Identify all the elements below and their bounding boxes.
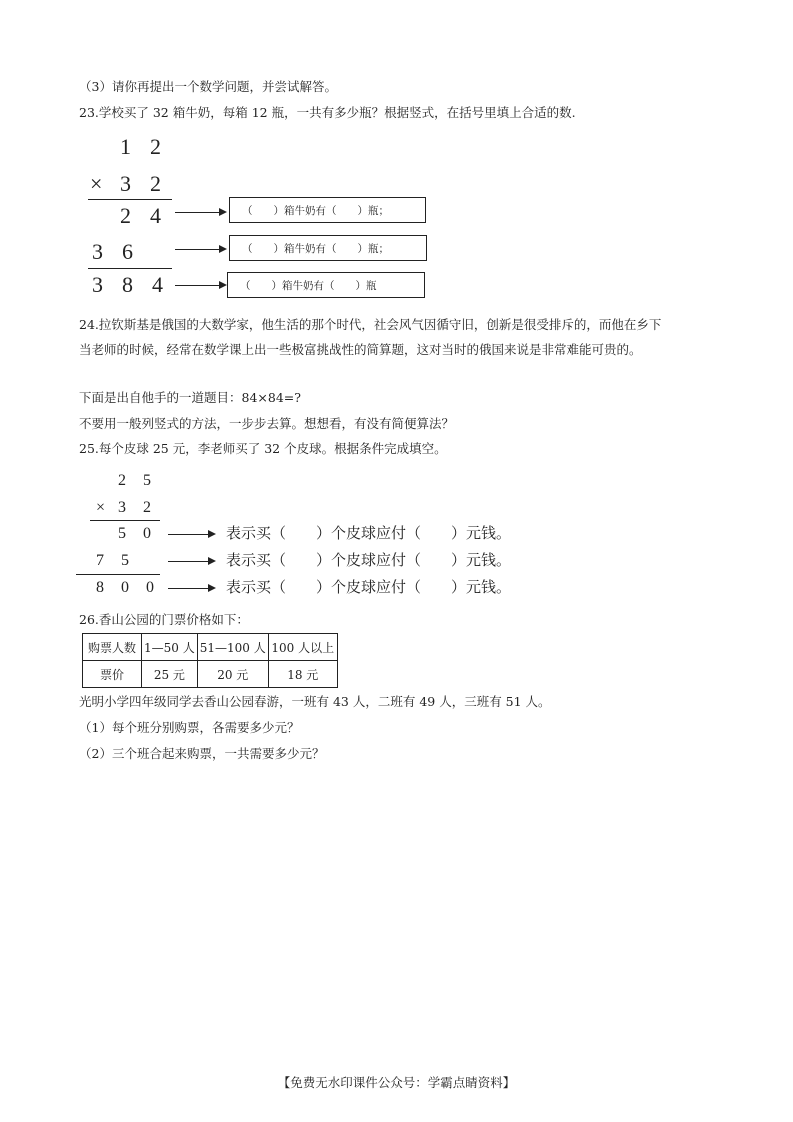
table-header-cell: 100 人以上 <box>268 634 337 661</box>
q25-rule-1 <box>90 520 160 521</box>
q25-rule-2 <box>76 574 160 575</box>
q23-rule-1 <box>88 199 172 200</box>
q23-text: 23.学校买了 32 箱牛奶，每箱 12 瓶，一共有多少瓶？根据竖式，在括号里填上合适的数. <box>79 105 576 120</box>
q23-partial1-tens: 2 <box>120 203 131 228</box>
q25-fill-1[interactable]: 表示买（ ）个皮球应付（ ）元钱。 <box>226 524 512 542</box>
table-cell: 18 元 <box>268 661 337 688</box>
q23-row2-tens: 3 <box>120 171 131 196</box>
q22-part3-text: （3）请你再提出一个数学问题，并尝试解答。 <box>79 79 337 94</box>
q23-rule-2 <box>88 268 172 269</box>
q25-partial1-tens: 5 <box>118 525 126 542</box>
q23-partial1-ones: 4 <box>150 203 161 228</box>
q23-answer-box-3[interactable]: （ ）箱牛奶有（ ）瓶 <box>227 272 425 298</box>
q26-part1: （1）每个班分别购票，各需要多少元？ <box>79 720 300 735</box>
q25-result-tens: 0 <box>121 579 129 596</box>
q25-result-ones: 0 <box>146 579 154 596</box>
q25-fill-2[interactable]: 表示买（ ）个皮球应付（ ）元钱。 <box>226 551 512 569</box>
q23-result-tens: 8 <box>122 272 133 297</box>
q25-arrow-1 <box>168 534 214 535</box>
table-header-cell: 51—100 人 <box>197 634 268 661</box>
q24-line-3: 下面是出自他手的一道题目：84×84=? <box>79 390 301 405</box>
q24-line-4: 不要用一般列竖式的方法，一步步去算。想想看，有没有简便算法？ <box>79 416 455 431</box>
q25-row2-tens: 3 <box>118 499 126 516</box>
page-footer: 【免费无水印课件公众号：学霸点睛资料】 <box>277 1075 516 1090</box>
table-row <box>83 661 338 688</box>
table-cell: 票价 <box>83 661 142 688</box>
q23-multiply-sign: × <box>90 171 103 196</box>
q25-row1-tens: 2 <box>118 472 126 489</box>
q26-part2: （2）三个班合起来购票，一共需要多少元？ <box>79 746 325 761</box>
q24-line-1: 24.拉钦斯基是俄国的大数学家，他生活的那个时代，社会风气因循守旧，创新是很受排斥的，而他在乡下 <box>79 317 662 332</box>
q23-arrow-3 <box>175 285 225 286</box>
ticket-price-table <box>82 633 338 688</box>
table-header-cell: 购票人数 <box>83 634 142 661</box>
q23-answer-box-2[interactable]: （ ）箱牛奶有（ ）瓶； <box>229 235 427 261</box>
q26-line-1: 光明小学四年级同学去香山公园春游，一班有 43 人，二班有 49 人，三班有 51 人。 <box>79 694 551 709</box>
q25-row2-ones: 2 <box>143 499 151 516</box>
q25-text: 25.每个皮球 25 元，李老师买了 32 个皮球。根据条件完成填空。 <box>79 441 447 456</box>
q23-arrow-1 <box>175 212 225 213</box>
q23-result-ones: 4 <box>152 272 163 297</box>
q25-arrow-2 <box>168 561 214 562</box>
q23-arrow-2 <box>175 249 225 250</box>
q24-line-2: 当老师的时候，经常在数学课上出一些极富挑战性的简算题，这对当时的俄国来说是非常难能可贵的。 <box>79 342 642 357</box>
table-cell: 25 元 <box>142 661 198 688</box>
q25-multiply-sign: × <box>96 499 106 516</box>
q26-text: 26.香山公园的门票价格如下： <box>79 612 249 627</box>
q23-partial2-tens: 6 <box>122 239 133 264</box>
q25-fill-3[interactable]: 表示买（ ）个皮球应付（ ）元钱。 <box>226 578 512 596</box>
q23-result-hundreds: 3 <box>92 272 103 297</box>
q25-partial2-hundreds: 7 <box>96 552 104 569</box>
table-header-cell: 1—50 人 <box>142 634 198 661</box>
q23-answer-box-1[interactable]: （ ）箱牛奶有（ ）瓶； <box>229 197 426 223</box>
q23-row1-ones: 2 <box>150 134 161 159</box>
q25-arrow-3 <box>168 588 214 589</box>
q25-partial2-tens: 5 <box>121 552 129 569</box>
table-cell: 20 元 <box>197 661 268 688</box>
table-row <box>83 634 338 661</box>
q25-partial1-ones: 0 <box>143 525 151 542</box>
q25-row1-ones: 5 <box>143 472 151 489</box>
q25-result-hundreds: 8 <box>96 579 104 596</box>
q23-partial2-hundreds: 3 <box>92 239 103 264</box>
q23-row1-tens: 1 <box>120 134 131 159</box>
q23-row2-ones: 2 <box>150 171 161 196</box>
